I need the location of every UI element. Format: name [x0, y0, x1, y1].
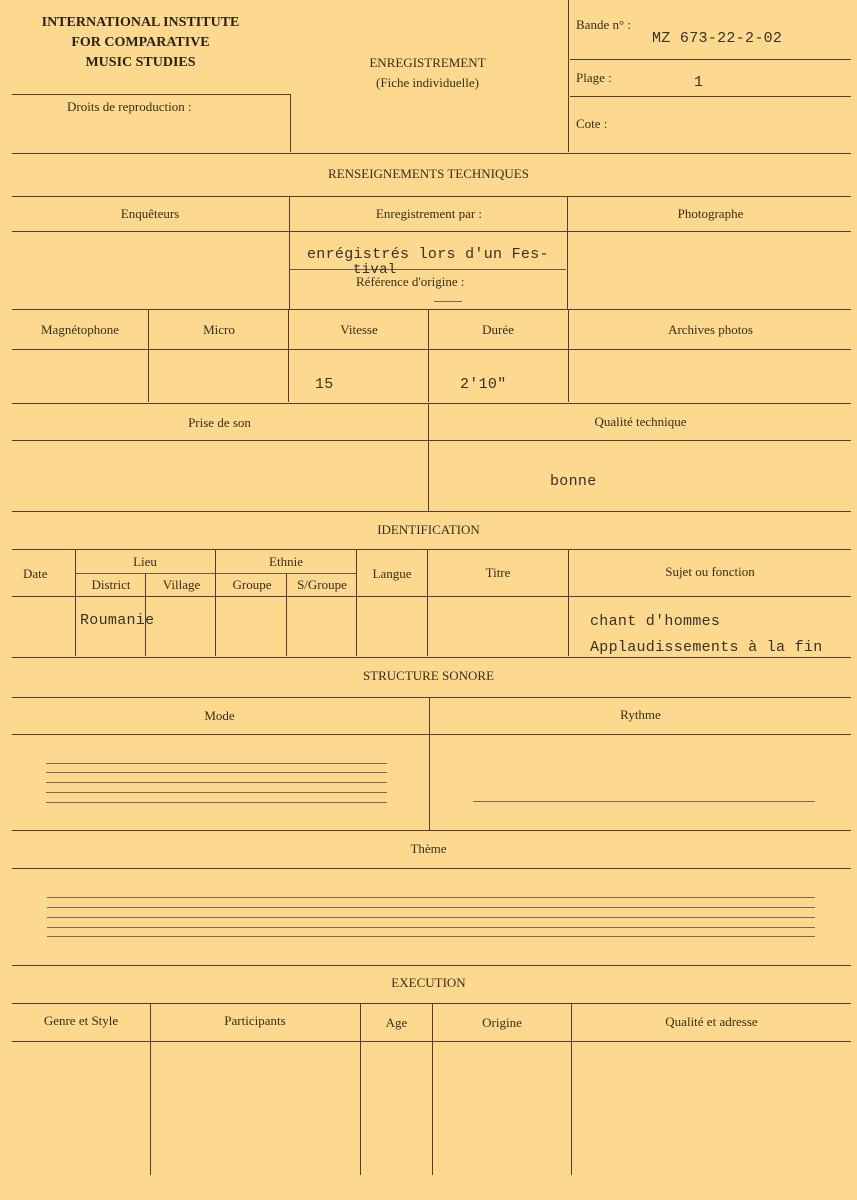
form-subtitle: (Fiche individuelle) — [376, 75, 479, 90]
rule — [570, 96, 851, 97]
rule — [12, 511, 851, 512]
enregistrement-typed-line-2: tival — [353, 262, 397, 278]
staff-line — [46, 782, 387, 783]
photographe-label: Photographe — [677, 206, 744, 221]
rule — [427, 549, 428, 656]
sujet-value-line-1: chant d'hommes — [590, 613, 721, 630]
rule — [12, 830, 851, 831]
genre-style-label: Genre et Style — [43, 1013, 119, 1028]
rule — [215, 549, 216, 656]
staff-line — [46, 792, 387, 793]
rule — [432, 1003, 433, 1175]
rule — [290, 94, 291, 152]
rule — [434, 301, 462, 302]
groupe-label: Groupe — [232, 577, 272, 592]
staff-line — [46, 763, 387, 764]
prise-de-son-label: Prise de son — [188, 415, 251, 430]
langue-label: Langue — [372, 566, 412, 581]
institute-name-line-2: FOR COMPARATIVE — [71, 35, 210, 50]
qualite-technique-value: bonne — [550, 473, 597, 490]
rule — [360, 1003, 361, 1175]
rule — [12, 153, 851, 154]
staff-line — [47, 907, 815, 908]
qualite-adresse-label: Qualité et adresse — [665, 1014, 758, 1029]
district-label: District — [91, 577, 131, 592]
rule — [75, 549, 76, 656]
staff-line — [47, 927, 815, 928]
institute-name-line-3: MUSIC STUDIES — [85, 55, 196, 70]
rule — [12, 309, 851, 310]
rule — [356, 549, 357, 656]
vitesse-label: Vitesse — [340, 322, 378, 337]
plage-label: Plage : — [576, 70, 612, 85]
staff-line — [46, 772, 387, 773]
magnetophone-label: Magnétophone — [41, 322, 119, 337]
rule — [12, 596, 851, 597]
rule — [12, 734, 851, 735]
cote-label: Cote : — [576, 116, 608, 131]
staff-line — [47, 917, 815, 918]
rule — [429, 697, 430, 830]
rule — [12, 349, 851, 350]
rule — [568, 549, 569, 656]
rule — [567, 196, 568, 309]
rythme-label: Rythme — [620, 707, 661, 722]
rule — [570, 59, 851, 60]
section-title-identification: IDENTIFICATION — [377, 522, 480, 537]
rule — [428, 403, 429, 511]
theme-label: Thème — [410, 841, 447, 856]
rule — [12, 440, 851, 441]
rule — [289, 196, 290, 309]
sujet-value-line-2: Applaudissements à la fin — [590, 639, 823, 656]
rule — [148, 309, 149, 402]
age-label: Age — [385, 1015, 408, 1030]
rule — [12, 94, 291, 95]
bande-value: MZ 673-22-2-02 — [652, 30, 783, 47]
rule — [571, 1003, 572, 1175]
staff-line — [46, 802, 387, 803]
section-title-structure: STRUCTURE SONORE — [362, 668, 495, 683]
bande-label: Bande n° : — [576, 17, 632, 32]
rule — [12, 965, 851, 966]
lieu-label: Lieu — [133, 554, 157, 569]
reference-origine-label: Référence d'origine : — [356, 274, 465, 289]
titre-label: Titre — [485, 565, 511, 580]
ethnie-label: Ethnie — [269, 554, 303, 569]
qualite-technique-label: Qualité technique — [594, 414, 687, 429]
lieu-value: Roumanie — [80, 612, 155, 629]
archives-photos-label: Archives photos — [668, 322, 753, 337]
date-label: Date — [23, 566, 48, 581]
section-title-execution: EXECUTION — [391, 975, 466, 990]
rule — [286, 573, 287, 656]
sujet-label: Sujet ou fonction — [665, 564, 755, 579]
rythme-line — [473, 801, 815, 802]
rule — [290, 269, 566, 270]
staff-line — [47, 897, 815, 898]
enregistrement-par-label: Enregistrement par : — [375, 206, 483, 221]
rule — [568, 309, 569, 402]
staff-line — [47, 936, 815, 937]
participants-label: Participants — [224, 1013, 286, 1028]
enregistrement-typed-line-1: enrégistrés lors d'un Fes- — [307, 246, 549, 263]
section-title-technique: RENSEIGNEMENTS TECHNIQUES — [328, 166, 529, 181]
enqueteurs-label: Enquêteurs — [120, 206, 180, 221]
rule — [288, 309, 289, 402]
rule — [568, 0, 569, 152]
form-title: ENREGISTREMENT — [369, 55, 486, 70]
duree-value: 2'10" — [460, 376, 507, 393]
vitesse-value: 15 — [315, 376, 334, 393]
rule — [12, 868, 851, 869]
village-label: Village — [162, 577, 201, 592]
rule — [12, 697, 851, 698]
origine-label: Origine — [482, 1015, 522, 1030]
micro-label: Micro — [203, 322, 235, 337]
rule — [12, 196, 851, 197]
rule — [12, 549, 851, 550]
rule — [12, 657, 851, 658]
sous-groupe-label: S/Groupe — [297, 577, 347, 592]
rule — [12, 403, 851, 404]
rule — [428, 309, 429, 402]
rule — [12, 231, 851, 232]
duree-label: Durée — [482, 322, 514, 337]
plage-value: 1 — [694, 74, 704, 91]
droits-label: Droits de reproduction : — [67, 99, 192, 114]
mode-label: Mode — [204, 708, 235, 723]
institute-name-line-1: INTERNATIONAL INSTITUTE — [41, 15, 240, 30]
rule — [150, 1003, 151, 1175]
